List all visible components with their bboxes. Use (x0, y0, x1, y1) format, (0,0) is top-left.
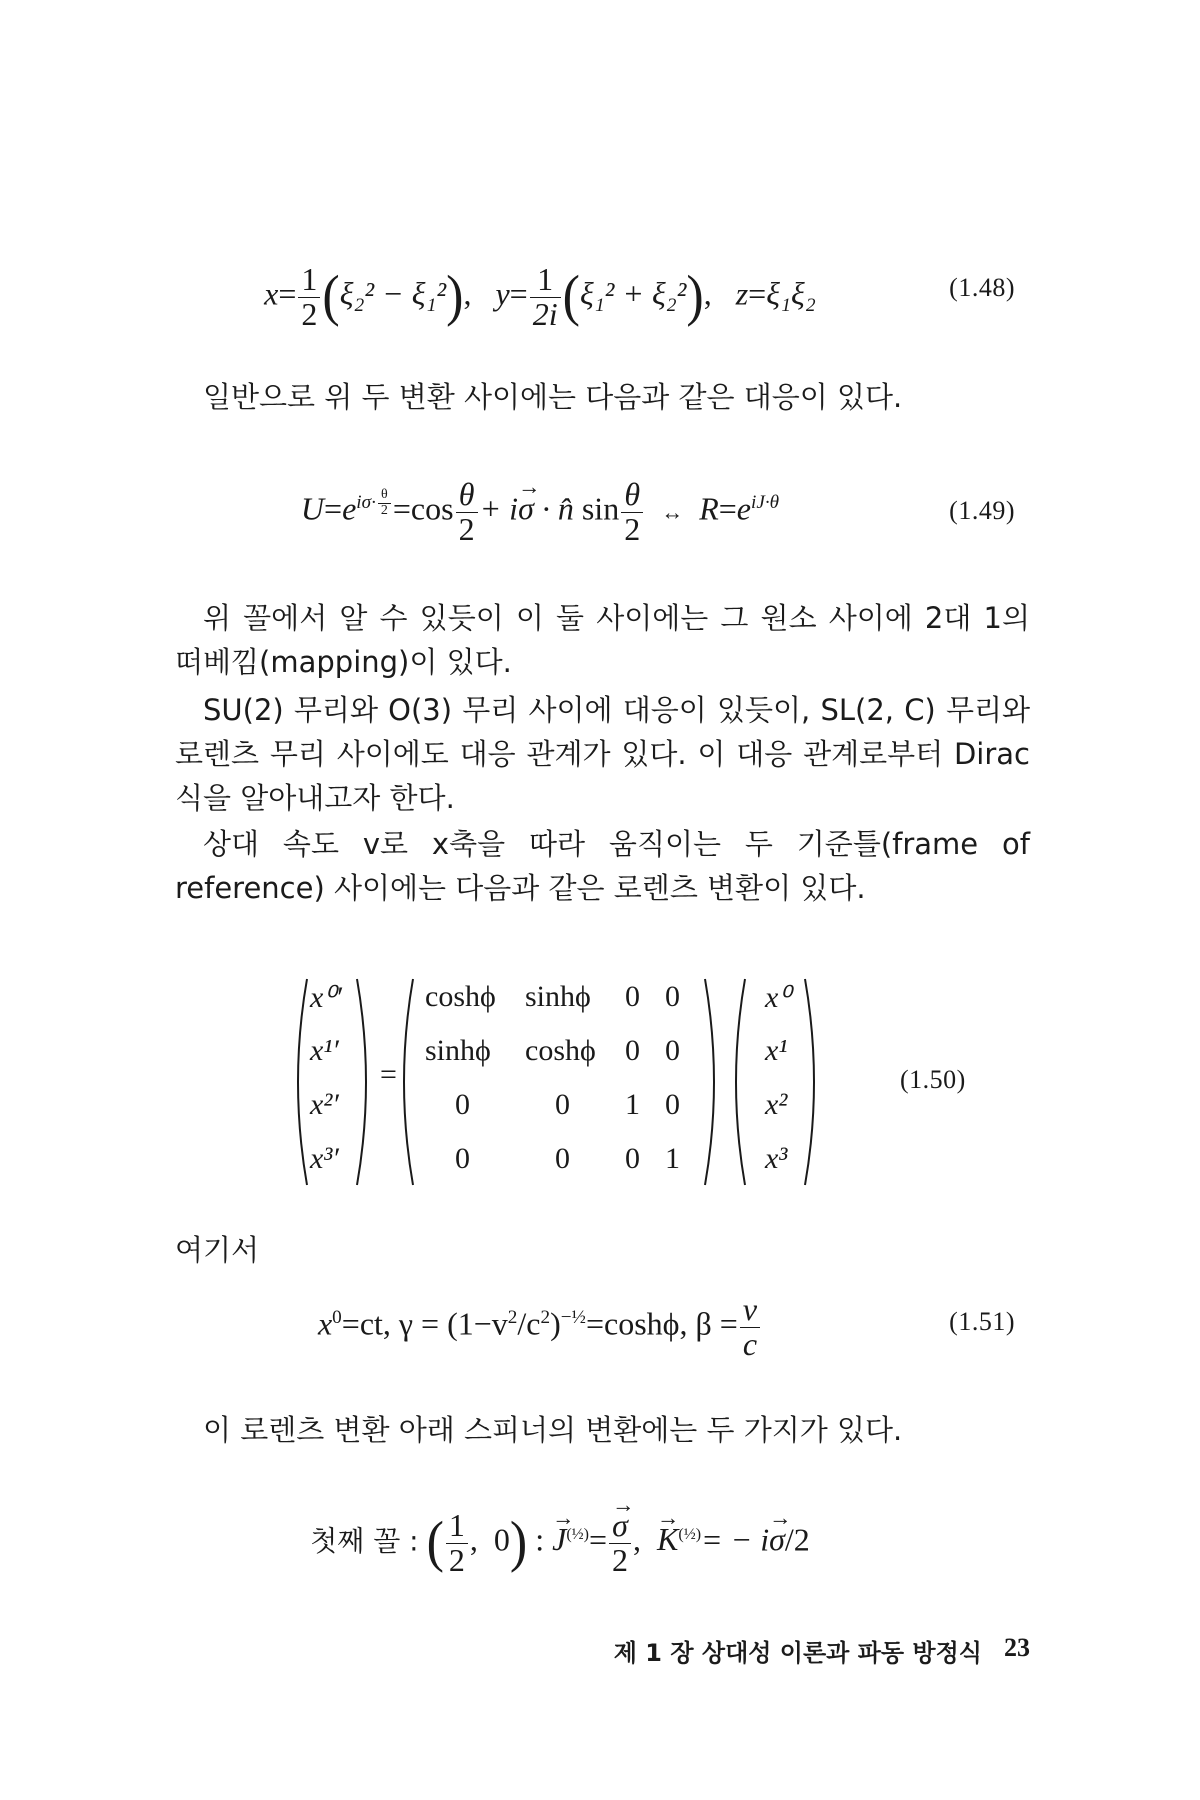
equation-body: $x^0=ct$, $\gamma = (1-v^2/c^2)^{-\frac{1}{2}}=\cosh\phi$, β = $\frac{v}{c}$ (175, 1293, 905, 1361)
equation-1-49 (175, 468, 1015, 547)
matrix-cell: 0 (555, 1142, 570, 1175)
rhs-x3: x³ (765, 1142, 788, 1175)
matrix-cell: coshϕ (425, 980, 496, 1013)
lhs-x0: x⁰′ (310, 981, 342, 1014)
equation-number: (1.51) (949, 1307, 1015, 1336)
equation-number: (1.50) (900, 1065, 966, 1094)
fraction-v-over-c: $\frac{v}{c}$ (740, 1293, 760, 1361)
matrix-cell: 0 (625, 980, 640, 1013)
rhs-x2: x² (765, 1088, 788, 1121)
matrix-cell: 0 (455, 1088, 470, 1121)
fraction-theta-half: $\frac{\theta}{2}$ (621, 478, 643, 546)
matrix-cell: 0 (555, 1088, 570, 1121)
fraction-half: $\frac{1}{2}$ (446, 1509, 468, 1577)
lhs-x1: x¹′ (310, 1034, 339, 1067)
paragraph-4: 상대 속도 v로 x축을 따라 움직이는 두 기준틀(frame of reference) 사이에는 다음과 같은 로렌츠 변환이 있다. (175, 827, 1030, 905)
matrix-cell: 0 (665, 1088, 680, 1121)
equation-1-48 (175, 255, 1015, 332)
y-inner: ξ₁² + ξ₂² (579, 275, 687, 312)
matrix-cell: sinhϕ (525, 980, 591, 1013)
paragraph-2: 위 꼴에서 알 수 있듯이 이 둘 사이에는 그 원소 사이에 2대 1의 떠베낌(mapping)이 있다. (175, 601, 1030, 679)
equation-number: (1.48) (949, 273, 1015, 302)
fraction-one-over-two-i: $\frac{1}{2i}$ (530, 263, 561, 331)
rhs-x0: x⁰ (765, 981, 791, 1014)
matrix-cell: 0 (665, 1034, 680, 1067)
paragraph-3: SU(2) 무리와 O(3) 무리 사이에 대응이 있듯이, SL(2, C) 무리와 로렌츠 무리 사이에도 대응 관계가 있다. 이 대응 관계로부터 Dirac 식을 알아내고자 한다. (175, 693, 1030, 815)
matrix-cell: 0 (455, 1142, 470, 1175)
rhs-x1: x¹ (765, 1034, 788, 1067)
matrix-cell: 0 (665, 980, 680, 1013)
matrix-cell: 0 (625, 1034, 640, 1067)
x-inner: ξ₂² − ξ₁² (339, 275, 447, 312)
x-symbol: x (264, 275, 279, 312)
matrix-cell: 0 (625, 1142, 640, 1175)
matrix-equals: = (380, 1058, 397, 1091)
equation-number: (1.49) (949, 496, 1015, 525)
matrix-cell: coshϕ (525, 1034, 596, 1067)
fraction-sigma-half: → $\frac{\sigma}{2}$ (609, 1509, 631, 1577)
paragraph-5: 여기서 (175, 1233, 260, 1267)
matrix-cell: 1 (665, 1142, 680, 1175)
equation-first-form (175, 1505, 1015, 1578)
fraction-half: $\frac{1}{2}$ (298, 263, 320, 331)
matrix-cell: 1 (625, 1088, 640, 1121)
equation-body: $U=e^{i\sigma\cdot \frac{\theta}{2}}$ =cos $\frac{\theta}{2}$ + i→ σ · n̂ sin $\frac{\theta}{2}$ ↔ $R=e^{iJ\cdot\theta}$ (175, 478, 905, 546)
paragraph-1: 일반으로 위 두 변환 사이에는 다음과 같은 대응이 있다. (203, 380, 903, 414)
sigma-vector: → σ (518, 492, 534, 524)
fraction-theta-half: $\frac{\theta}{2}$ (456, 478, 478, 546)
paragraph-6: 이 로렌츠 변환 아래 스피너의 변환에는 두 가지가 있다. (203, 1413, 903, 1447)
z-rhs: ξ₁ξ₂ (766, 275, 816, 312)
equation-1-51 (175, 1285, 1015, 1362)
lhs-x3: x³′ (310, 1142, 339, 1175)
lhs-x2: x²′ (310, 1088, 339, 1121)
equation-body: 첫째 꼴 : ( $\frac{1}{2}$ , 0) : → $J^{(\frac{1}{2})}=$ → $\frac{\sigma}{2}$ , → $K^{(\frac{1}{2})}= - i\to \sigma/2$ (195, 1509, 925, 1577)
chapter-title: 제 1 장 상대성 이론과 파동 방정식 (613, 1639, 982, 1667)
y-symbol: y (495, 275, 510, 312)
equation-body: x= $\frac{1}{2}$ (ξ₂² − ξ₁²), y= $\frac{1}{2i}$ (ξ₁² + ξ₂²), z=ξ₁ξ₂ (264, 261, 816, 332)
page-number: 23 (1004, 1633, 1030, 1662)
z-symbol: z (735, 275, 749, 312)
matrix-cell: sinhϕ (425, 1034, 491, 1067)
